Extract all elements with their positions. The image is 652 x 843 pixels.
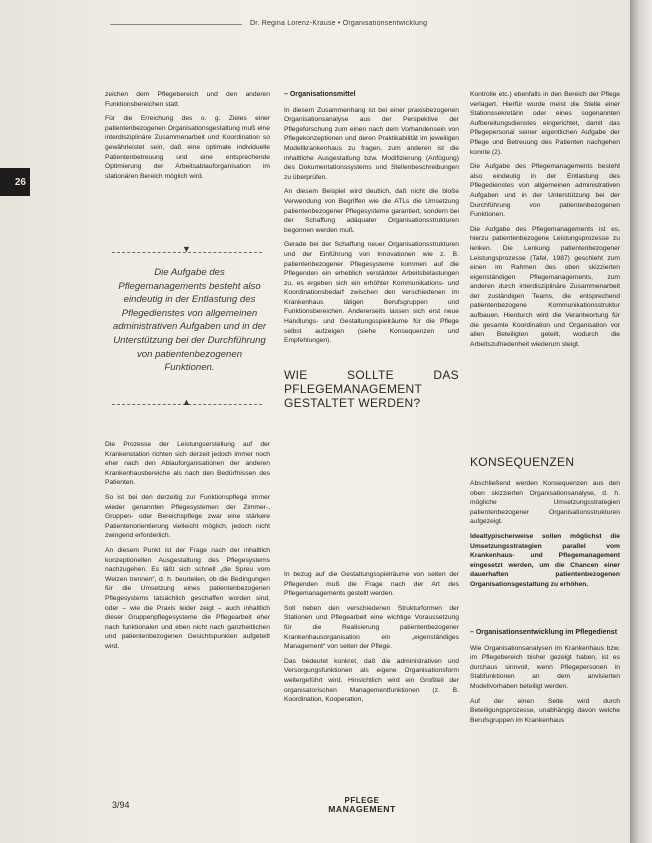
section-heading-konsequenzen: KONSEQUENZEN — [470, 455, 575, 469]
arrow-down-icon: ▼ — [182, 244, 191, 254]
column-2 — [284, 90, 459, 420]
paragraph: Die Prozesse der Leistungserstellung auf der Krankenstation richten sich derzeit jedoch immer noch eher nach den Ablauforganisationen der anderen Krankenhausbereiche als nach den Bedürfnissen des Patienten. — [105, 441, 270, 487]
section-heading-pflegemanagement: WIE SOLLTE DAS PFLEGEMANAGEMENT GESTALTET WERDEN? — [284, 367, 459, 410]
footer-issue-number: 3/94 — [112, 800, 130, 810]
column-1-top — [105, 90, 270, 186]
book-spine-edge — [630, 0, 652, 843]
paragraph: Auf der einen Seite wird durch Beteiligungsprozesse, unabhängig davon welche Berufsgruppen im Krankenhaus — [470, 697, 620, 724]
logo-line-2: MANAGEMENT — [328, 804, 396, 814]
paragraph: An diesem Punkt ist der Frage nach der inhaltlich konzeptionellen Ausgestaltung des Pflegesystems nachzugehen. Es läßt sich schnell „die Spreu vom Weizen trennen“, d. h. beurteilen, ob die Bedingungen für die Umsetzung eines patientenbezogenen Pflegesystems tatsächlich geschaffen worden sind, oder – wie die Praxis leider zeigt – auch inhaltlich dieser Gruppenpflegesysteme die Pflegearbeit eher nach funktionalen und eben nicht nach ganzheitlichen und patientenbezogenen Gesichtspunkten aufgeteilt wird. — [105, 546, 270, 650]
paragraph: An diesem Beispiel wird deutlich, daß nicht die bloße Verwendung von Begriffen wie die ATLs die Umsetzung patientenbezogener Pflegesysteme garantiert, sondern bei der Schaffung adäquater Organisationsstrukturen begonnen werden muß. — [284, 188, 459, 234]
column-1-bottom — [105, 440, 270, 656]
paragraph: Soll neben den verschiedenen Strukturformen der Stationen und Pflegearbeit eine wichtige Voraussetzung für die Realisierung patientenbezogener Krankenhausorganisation ein „eigenständiges Management“ von seiten der Pflege. — [284, 604, 459, 651]
arrow-up-icon: ▲ — [182, 397, 191, 407]
logo-line-1: PFLEGE — [344, 796, 380, 805]
column-3-konsequenzen — [470, 455, 620, 595]
paragraph: In bezug auf die Gestaltungsspielräume von seiten der Pflegenden muß die Frage nach der Art des Pflegemanagements gestellt werden. — [284, 571, 459, 598]
paragraph: Wie Organisationsanalysen im Krankenhaus bzw. im Pflegebereich bisher gezeigt haben, ist es durchaus sinnvoll, wenn Pflegepersonen in Stabfunktionen an dem anvisierten Modellvorhaben beteiligt werden. — [470, 644, 620, 690]
paragraph: Abschließend werden Konsequenzen aus den oben skizzierten Organisationsanalyse, d. h. mögliche Umsetzungsstrategien patientenbezogener Organisationsstrukturen aufgezeigt. — [470, 480, 620, 526]
running-header: Dr. Regina Lorenz-Krause • Organisationsentwicklung — [250, 20, 428, 27]
paragraph: zeichen dem Pflegebereich und den anderen Funktionsbereichen statt. — [105, 91, 270, 108]
header-rule — [110, 24, 242, 25]
paragraph: Idealtypischerweise sollen möglichst die Umsetzungsstrategien parallel vom Krankenhaus- und Pflegemanagement eingesetzt werden, um die Chancen einer dauerhaften patientenbezogenen Organisationsgestaltung zu erhöhen. — [470, 532, 620, 588]
paragraph: So ist bei den derzeitig zur Funktionspflege immer wieder genannten Pflegesystemen der Zimmer-, Gruppen- oder Bereichspflege zwar eine stärkere Patientenorientierung vielleicht möglich, jedoch nicht zwingend erforderlich. — [105, 493, 270, 540]
subheading-organisationsmittel: – Organisationsmittel — [284, 91, 356, 98]
magazine-logo — [322, 797, 402, 813]
paragraph: Kontrolle etc.) ebenfalls in den Bereich der Pflege verlagert. Hierfür wurde meist die Stelle einer Stationssekretärin oder eines sogenannten Aufbereitungsdienstes eingerichtet, damit das Pflegepersonal seiner eigentlichen Aufgabe der Pflege und Betreuung des Patienten nachgehen konnte (2). — [470, 91, 620, 156]
pull-quote — [112, 244, 272, 412]
paragraph: Für die Erreichung des o. g. Zieles einer patientenbezogenen Organisationsgestaltung muß eine interdisziplinäre Zusammenarbeit und Koordination so gewährleistet sein, daß eine optimale individuelle Patientenbetreuung und eine entsprechende Optimierung der Arbeitsablauforganisation im stationären Bereich möglich wird. — [105, 115, 270, 180]
paragraph: In diesem Zusammenhang ist bei einer praxisbezogenen Organisationsanalyse aus der Perspektive der Pflegeforschung zum einen nach dem Vorhandensein von Pflegekonzeptionen und deren Praktikabilität im jeweiligen Modellkrankenhaus zu fragen, zum anderen ist die inhaltliche Ausgestaltung bzw. Modifizierung (Anfügung) des Dokumentationssystems und Stellenbeschreibungen zu überprüfen. — [284, 106, 459, 181]
page-number-tab: 26 — [0, 168, 30, 196]
paragraph: Die Aufgabe des Pflegemanagements besteht also eindeutig in der Entlastung des Pflegedienstes von allgemeinen administrativen Aufgaben und in der Unterstützung bei der Durchführung von patientenbezogenen Funktionen. — [470, 163, 620, 219]
column-2-bottom — [284, 570, 459, 710]
pull-quote-text: Die Aufgabe des Pflegemanagements besteht also eindeutig in der Entlastung des Pflegedienstes von allgemeinen administrativen Aufgaben und in der Unterstützung bei der Durchführung von patientenbezogenen Funktionen. — [112, 267, 267, 374]
column-3-bottom — [470, 628, 620, 730]
paragraph: Das bedeutet konkret, daß die administrativen und Versorgungsfunktionen als eigene Organisationsform weitergeführt wird. Hinsichtlich wird ein Großteil der organisatorischen Managementfunktionen (z. B. Koordination, Kooperation, — [284, 657, 459, 704]
subheading-organisationsentwicklung: – Organisationsentwicklung im Pflegedienst — [470, 629, 618, 636]
paragraph: Die Aufgabe des Pflegemanagements ist es, hierzu patientenbezogene Leistungsprozesse zu lenken. Die Lenkung patientenbezogener Leistungsprozesse (Tafel, 1987) geschieht zum einen im Rahmen des oben skizzierten eigenständigen Pflegemanagements, zum anderen durch interdisziplinäre Zusammenarbeit der zuständigen Teams, die entsprechend patientenbezogene Kommunikationsstruktur aufbauen. Hierdurch wird die Verantwortung für die gesamte Koordination und Organisation vor allen Beteiligten geteilt, wodurch die Arbeitszufriedenheit wiederum steigt. — [470, 225, 620, 348]
column-3 — [470, 90, 620, 354]
paragraph: Gerade bei der Schaffung neuer Organisationsstrukturen und der Einführung von Innovationen wie z. B. patientenbezogener Pflegesysteme kommen auf die Pflegenden ein erheblich verstärkter Arbeitsbelastungen zu, es ergeben sich ein erhöhter Kommunikations- und Koordinationsbedarf zwischen den verschiedenen im Krankenhaus tätigen Berufsgruppen und Funktionsbereichen. Andererseits lassen sich erst neue Handlungs- und Gestaltungsspielräume für die Pflege selbst aufzeigen (siehe Konsequenzen und Empfehlungen). — [284, 241, 459, 345]
